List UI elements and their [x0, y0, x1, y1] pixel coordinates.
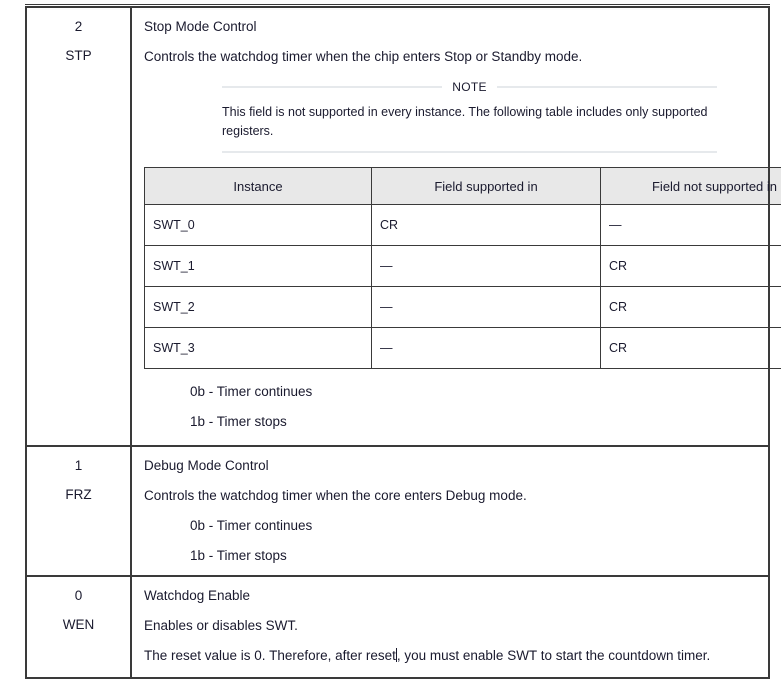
table-top-rule	[25, 4, 770, 5]
note-rule-left	[222, 86, 442, 88]
bit-cell-stp	[26, 7, 131, 446]
bit-name: WEN	[31, 616, 126, 634]
cell-not-supported-in: —	[601, 205, 781, 246]
bit-value-1: 1b - Timer stops	[190, 413, 760, 431]
cell-instance: SWT_0	[145, 205, 372, 246]
bit-value-list-frz	[190, 517, 760, 565]
field-description: Controls the watchdog timer when the core enters Debug mode.	[144, 487, 760, 505]
field-description-reset-note[interactable]	[144, 647, 760, 665]
bit-value-1: 1b - Timer stops	[190, 547, 760, 565]
description-cell-frz	[131, 446, 769, 576]
note-header	[222, 80, 717, 94]
bit-cell-frz	[26, 446, 131, 576]
table-row	[145, 328, 781, 369]
cell-not-supported-in: CR	[601, 246, 781, 287]
cell-instance: SWT_3	[145, 328, 372, 369]
cell-not-supported-in: CR	[601, 328, 781, 369]
description-cell-stp	[131, 7, 769, 446]
cell-supported-in: —	[372, 328, 601, 369]
column-header-instance: Instance	[145, 168, 372, 205]
field-title: Debug Mode Control	[144, 457, 760, 475]
bit-number: 2	[31, 18, 126, 36]
table-row	[145, 205, 781, 246]
field-description: Controls the watchdog timer when the chip enters Stop or Standby mode.	[144, 48, 760, 66]
table-row	[145, 287, 781, 328]
bit-value-0: 0b - Timer continues	[190, 383, 760, 401]
description-cell-wen	[131, 576, 769, 678]
cell-not-supported-in: CR	[601, 287, 781, 328]
table-header-row	[145, 168, 781, 205]
note-text: This field is not supported in every instance. The following table includes only supported registers.	[222, 103, 717, 141]
column-header-field-not-supported-in: Field not supported in	[601, 168, 781, 205]
bit-number: 1	[31, 457, 126, 475]
register-field-table	[25, 6, 770, 679]
reset-note-text-after-caret: , you must enable SWT to start the countdown timer.	[397, 648, 710, 663]
instance-support-table	[144, 167, 781, 369]
note-callout	[222, 80, 717, 153]
table-row	[145, 246, 781, 287]
table-row	[26, 7, 769, 446]
cell-supported-in: CR	[372, 205, 601, 246]
field-description: Enables or disables SWT.	[144, 617, 760, 635]
bit-name: FRZ	[31, 486, 126, 504]
field-title: Watchdog Enable	[144, 587, 760, 605]
field-title: Stop Mode Control	[144, 18, 760, 36]
cell-supported-in: —	[372, 246, 601, 287]
note-label: NOTE	[448, 80, 491, 94]
bit-number: 0	[31, 587, 126, 605]
note-rule-bottom	[222, 151, 717, 153]
cell-instance: SWT_1	[145, 246, 372, 287]
cell-supported-in: —	[372, 287, 601, 328]
table-row	[26, 446, 769, 576]
bit-value-list-stp	[190, 383, 760, 431]
column-header-field-supported-in: Field supported in	[372, 168, 601, 205]
table-row	[26, 576, 769, 678]
bit-name: STP	[31, 47, 126, 65]
bit-value-0: 0b - Timer continues	[190, 517, 760, 535]
bit-cell-wen	[26, 576, 131, 678]
reset-note-text-before-caret: The reset value is 0. Therefore, after reset	[144, 648, 396, 663]
cell-instance: SWT_2	[145, 287, 372, 328]
note-rule-right	[497, 86, 717, 88]
